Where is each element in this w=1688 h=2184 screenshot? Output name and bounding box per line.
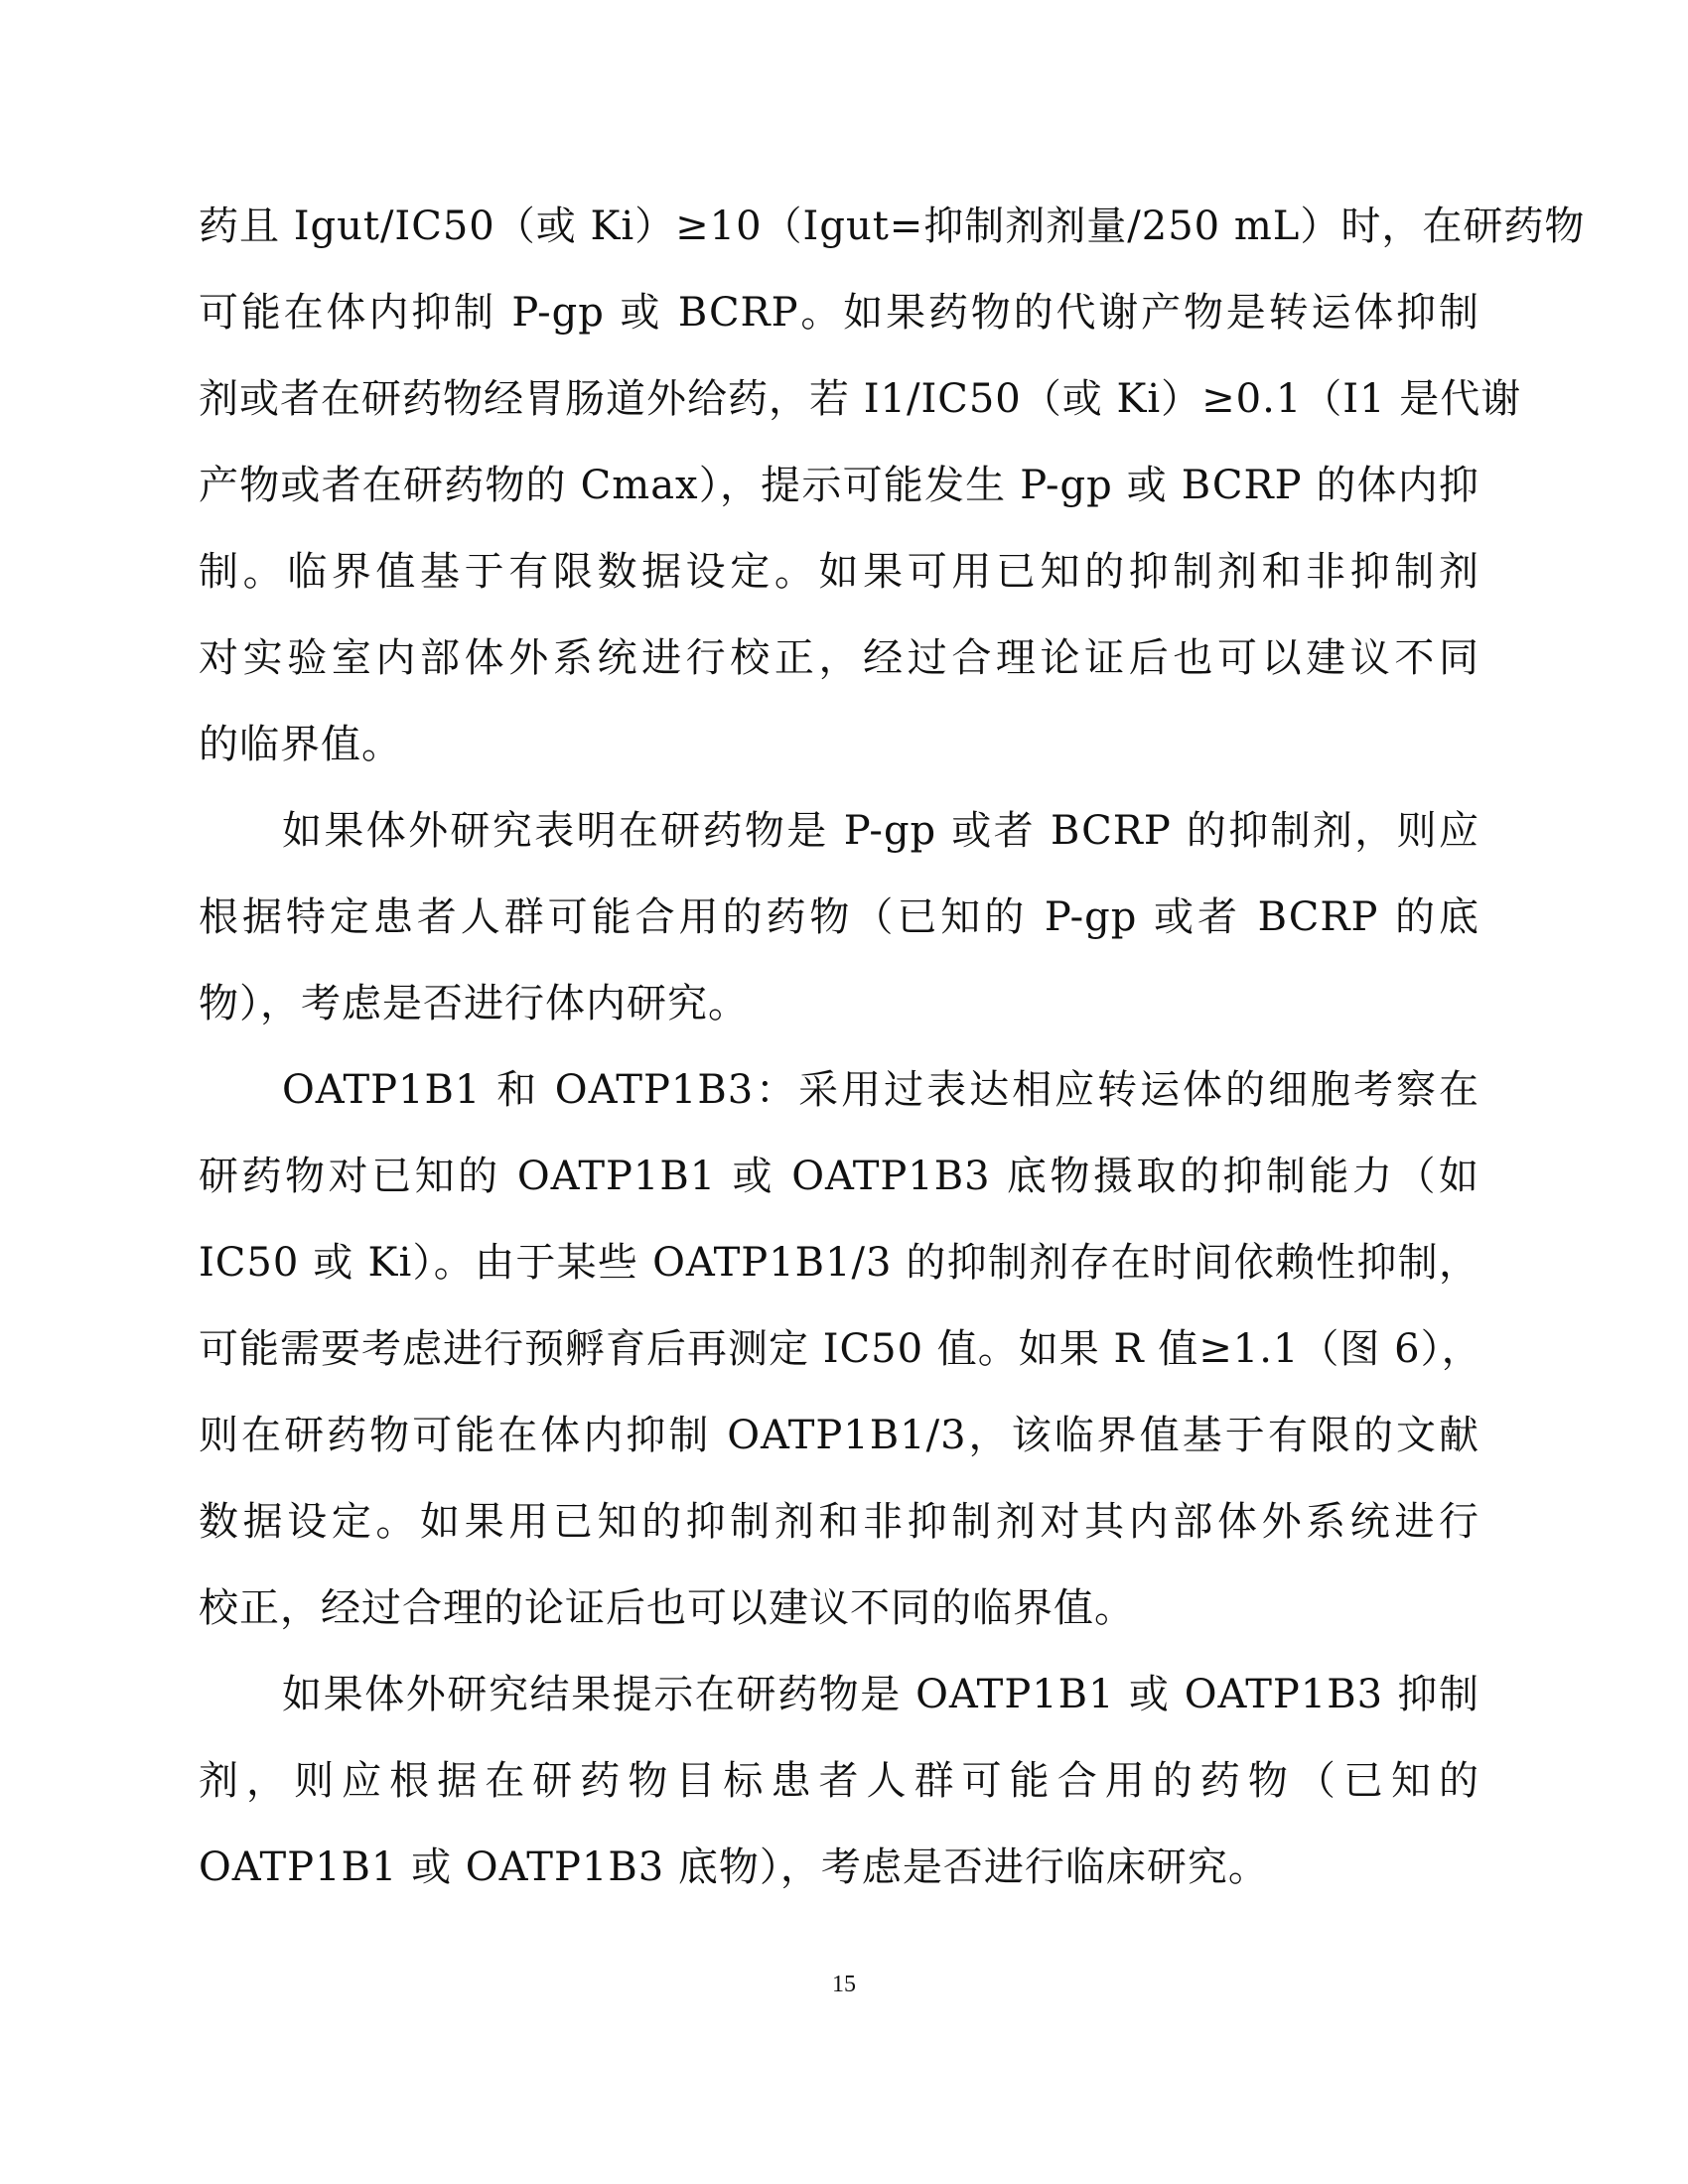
text-line: 数据设定。如果用已知的抑制剂和非抑制剂对其内部体外系统进行 [199, 1499, 1479, 1545]
body-text [199, 184, 1586, 1911]
text-line: IC50 或 Ki）。由于某些 OATP1B1/3 的抑制剂存在时间依赖性抑制， [199, 1240, 1479, 1286]
text-line: 的临界值。 [199, 722, 402, 767]
text-line: OATP1B1 或 OATP1B3 底物），考虑是否进行临床研究。 [199, 1844, 1269, 1890]
text-line: 如果体外研究结果提示在研药物是 OATP1B1 或 OATP1B3 抑制 [282, 1672, 1479, 1717]
text-line: 物），考虑是否进行体内研究。 [199, 981, 749, 1026]
text-line: 校正，经过合理的论证后也可以建议不同的临界值。 [199, 1585, 1135, 1631]
paragraph-2 [199, 788, 1479, 1047]
text-line: 产物或者在研药物的 Cmax），提示可能发生 P-gp 或 BCRP 的体内抑 [199, 463, 1479, 508]
paragraph-4 [199, 1652, 1479, 1911]
text-line: 对实验室内部体外系统进行校正，经过合理论证后也可以建议不同 [199, 635, 1479, 681]
text-line: 根据特定患者人群可能合用的药物（已知的 P-gp 或者 BCRP 的底 [199, 894, 1479, 940]
text-line: 可能需要考虑进行预孵育后再测定 IC50 值。如果 R 值≥1.1（图 6）， [199, 1326, 1482, 1372]
text-line: 则在研药物可能在体内抑制 OATP1B1/3，该临界值基于有限的文献 [199, 1413, 1479, 1458]
text-line: 可能在体内抑制 P-gp 或 BCRP。如果药物的代谢产物是转运体抑制 [199, 290, 1479, 336]
text-line: OATP1B1 和 OATP1B3：采用过表达相应转运体的细胞考察在 [282, 1067, 1479, 1113]
paragraph-3 [199, 1047, 1482, 1652]
text-line: 制。临界值基于有限数据设定。如果可用已知的抑制剂和非抑制剂 [199, 549, 1479, 595]
text-line: 药且 Igut/IC50（或 Ki）≥10（Igut=抑制剂剂量/250 mL）时，在研药物 [199, 204, 1586, 249]
paragraph-1 [199, 184, 1586, 788]
page-number: 15 [832, 1972, 856, 1997]
text-line: 研药物对已知的 OATP1B1 或 OATP1B3 底物摄取的抑制能力（如 [199, 1154, 1479, 1199]
text-line: 剂，则应根据在研药物目标患者人群可能合用的药物（已知的 [199, 1758, 1479, 1804]
text-line: 如果体外研究表明在研药物是 P-gp 或者 BCRP 的抑制剂，则应 [282, 808, 1479, 854]
text-line: 剂或者在研药物经胃肠道外给药，若 I1/IC50（或 Ki）≥0.1（I1 是代谢 [199, 376, 1522, 422]
